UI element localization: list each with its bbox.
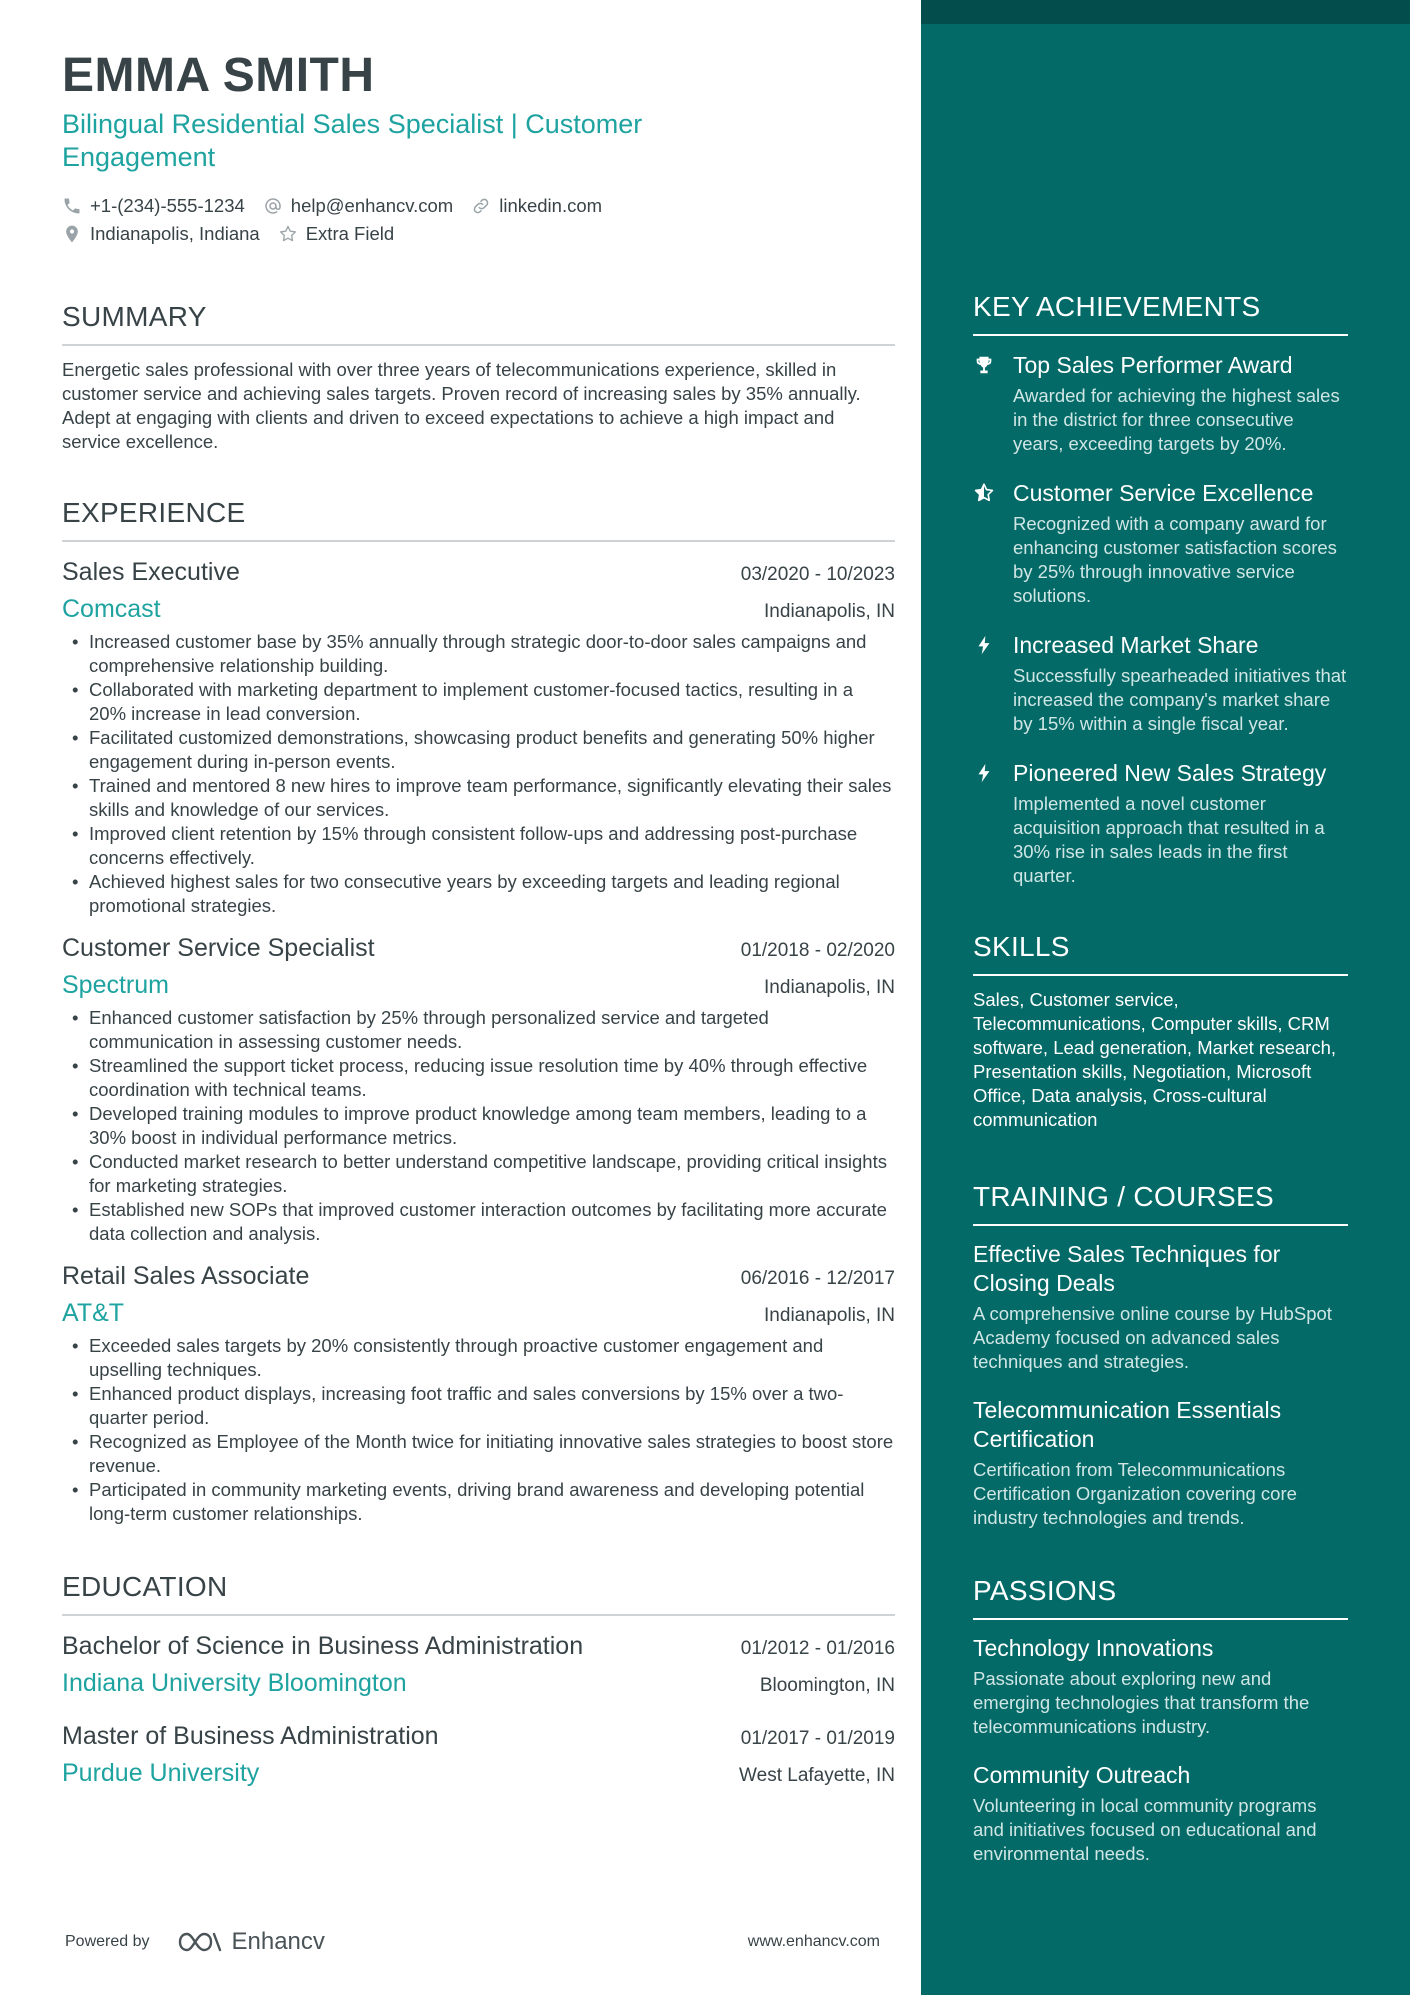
bullet-item: • Participated in community marketing events, driving brand awareness and developing potential long-term customer relationships. <box>62 1478 895 1526</box>
education-entry <box>62 1628 895 1700</box>
email-text: help@enhancv.com <box>290 195 454 216</box>
brand-name: Enhancv <box>231 1928 325 1955</box>
summary-title: SUMMARY <box>62 300 895 346</box>
lightning-icon <box>973 756 1003 888</box>
phone-text: +1-(234)-555-1234 <box>90 195 245 216</box>
school-name: Indiana University Bloomington <box>62 1669 407 1697</box>
job-location: Indianapolis, IN <box>764 977 895 998</box>
powered-by-label: Powered by <box>65 1933 150 1950</box>
achievements-section <box>973 290 1348 888</box>
skills-section <box>973 930 1348 1132</box>
achievement-title: Pioneered New Sales Strategy <box>1013 760 1327 786</box>
school-location: West Lafayette, IN <box>739 1765 895 1786</box>
bullet-item: • Enhanced customer satisfaction by 25% through personalized service and targeted communication in assessing customer needs. <box>62 1006 895 1054</box>
lightning-icon <box>973 628 1003 736</box>
job-title: Sales Executive <box>62 558 240 586</box>
contact-extra <box>278 223 394 245</box>
footer <box>65 1928 880 1956</box>
school-name: Purdue University <box>62 1759 260 1787</box>
job-date: 01/2018 - 02/2020 <box>740 940 895 961</box>
passions-title: PASSIONS <box>973 1574 1348 1620</box>
course-desc: Certification from Telecommunications Certification Organization covering core industry technologies and trends. <box>973 1459 1297 1528</box>
at-icon <box>263 196 283 216</box>
experience-section <box>62 496 895 1526</box>
contact-location <box>62 223 260 245</box>
contact-info <box>62 192 895 248</box>
skills-text: Sales, Customer service, Telecommunications, Computer skills, CRM software, Lead generation, Market research, Presentation skills, Negotiation, Microsoft Office, Data analysis, Cross-cultural communication <box>973 989 1336 1130</box>
job-location: Indianapolis, IN <box>764 1305 895 1326</box>
course-title: Effective Sales Techniques for Closing Deals <box>973 1241 1281 1296</box>
summary-text: Energetic sales professional with over three years of telecommunications experience, skilled in customer service and achieving sales targets. Proven record of increasing sales by 35% annually. Adept at engaging with clients and driven to exceed expectations to achieve a high impact and service excellence. <box>62 359 861 452</box>
job-company: Comcast <box>62 595 161 623</box>
education-date: 01/2017 - 01/2019 <box>740 1728 895 1749</box>
passion-item <box>973 1761 1348 1866</box>
contact-email[interactable] <box>263 195 453 217</box>
candidate-name: EMMA SMITH <box>62 49 375 102</box>
star-half-icon <box>973 476 1003 608</box>
job-entry <box>62 554 895 918</box>
summary-section <box>62 300 895 454</box>
location-text: Indianapolis, Indiana <box>90 223 260 244</box>
job-bullets <box>62 1006 895 1246</box>
trophy-icon <box>973 348 1003 456</box>
bullet-item: • Enhanced product displays, increasing foot traffic and sales conversions by 15% over a two-quarter period. <box>62 1382 895 1430</box>
infinity-logo-icon <box>176 1929 224 1955</box>
bullet-item: • Exceeded sales targets by 20% consistently through proactive customer engagement and upselling techniques. <box>62 1334 895 1382</box>
job-entry <box>62 1258 895 1526</box>
bullet-item: • Collaborated with marketing department to implement customer-focused tactics, resulting in a 20% increase in lead conversion. <box>62 678 895 726</box>
achievements-title: KEY ACHIEVEMENTS <box>973 290 1348 336</box>
bullet-item: • Recognized as Employee of the Month twice for initiating innovative sales strategies to boost store revenue. <box>62 1430 895 1478</box>
achievement-desc: Successfully spearheaded initiatives that increased the company's market share by 15% within a single fiscal year. <box>1013 665 1347 734</box>
degree-title: Bachelor of Science in Business Administration <box>62 1632 584 1660</box>
course-desc: A comprehensive online course by HubSpot Academy focused on advanced sales techniques and strategies. <box>973 1303 1332 1372</box>
education-section <box>62 1570 895 1790</box>
job-entry <box>62 930 895 1246</box>
bullet-item: • Trained and mentored 8 new hires to improve team performance, significantly elevating their sales skills and knowledge of our services. <box>62 774 895 822</box>
skills-title: SKILLS <box>973 930 1348 976</box>
link-icon <box>471 196 491 216</box>
achievement-item <box>973 756 1348 888</box>
contact-phone[interactable] <box>62 195 245 217</box>
experience-title: EXPERIENCE <box>62 496 895 542</box>
job-company: Spectrum <box>62 971 169 999</box>
achievement-item <box>973 476 1348 608</box>
achievement-desc: Recognized with a company award for enhancing customer satisfaction scores by 25% through innovative service solutions. <box>1013 513 1337 606</box>
candidate-headline: Bilingual Residential Sales Specialist | Customer Engagement <box>62 109 643 172</box>
footer-url[interactable]: www.enhancv.com <box>747 1933 880 1950</box>
passion-title: Community Outreach <box>973 1762 1191 1788</box>
job-bullets <box>62 1334 895 1526</box>
passions-section <box>973 1574 1348 1866</box>
job-date: 03/2020 - 10/2023 <box>740 564 895 585</box>
star-icon <box>278 224 298 244</box>
passion-item <box>973 1634 1348 1739</box>
course-item <box>973 1240 1348 1374</box>
contact-link[interactable] <box>471 195 602 217</box>
bullet-item: • Conducted market research to better understand competitive landscape, providing critical insights for marketing strategies. <box>62 1150 895 1198</box>
training-title: TRAINING / COURSES <box>973 1180 1348 1226</box>
bullet-item: • Established new SOPs that improved customer interaction outcomes by facilitating more accurate data collection and analysis. <box>62 1198 895 1246</box>
education-title: EDUCATION <box>62 1570 895 1616</box>
job-bullets <box>62 630 895 918</box>
phone-icon <box>62 196 82 216</box>
passion-desc: Passionate about exploring new and emerging technologies that transform the telecommunications industry. <box>973 1668 1310 1737</box>
achievement-title: Top Sales Performer Award <box>1013 352 1293 378</box>
job-company: AT&T <box>62 1299 125 1327</box>
bullet-item: • Improved client retention by 15% through consistent follow-ups and addressing post-purchase concerns effectively. <box>62 822 895 870</box>
course-title: Telecommunication Essentials Certification <box>973 1397 1282 1452</box>
link-text: linkedin.com <box>499 195 603 216</box>
achievement-desc: Implemented a novel customer acquisition approach that resulted in a 30% rise in sales leads in the first quarter. <box>1013 793 1325 886</box>
achievement-title: Customer Service Excellence <box>1013 480 1314 506</box>
extra-text: Extra Field <box>305 223 395 244</box>
education-entry <box>62 1718 895 1790</box>
bullet-item: • Facilitated customized demonstrations, showcasing product benefits and generating 50% higher engagement during in-person events. <box>62 726 895 774</box>
passion-desc: Volunteering in local community programs and initiatives focused on educational and environmental needs. <box>973 1795 1317 1864</box>
bullet-item: • Streamlined the support ticket process, reducing issue resolution time by 40% through effective coordination with technical teams. <box>62 1054 895 1102</box>
job-location: Indianapolis, IN <box>764 601 895 622</box>
course-item <box>973 1396 1348 1530</box>
enhancv-logo[interactable] <box>176 1928 325 1956</box>
job-title: Retail Sales Associate <box>62 1262 310 1290</box>
achievement-title: Increased Market Share <box>1013 632 1259 658</box>
job-date: 06/2016 - 12/2017 <box>740 1268 895 1289</box>
bullet-item: • Developed training modules to improve product knowledge among team members, leading to a 30% boost in individual performance metrics. <box>62 1102 895 1150</box>
achievement-desc: Awarded for achieving the highest sales in the district for three consecutive years, exceeding targets by 20%. <box>1013 385 1340 454</box>
achievement-item <box>973 348 1348 456</box>
location-pin-icon <box>62 224 82 244</box>
training-section <box>973 1180 1348 1530</box>
school-location: Bloomington, IN <box>759 1675 895 1696</box>
degree-title: Master of Business Administration <box>62 1722 439 1750</box>
bullet-item: • Increased customer base by 35% annually through strategic door-to-door sales campaigns and comprehensive relationship building. <box>62 630 895 678</box>
job-title: Customer Service Specialist <box>62 934 375 962</box>
sidebar-column <box>921 0 1410 1995</box>
sidebar-top-band <box>921 0 1410 24</box>
education-date: 01/2012 - 01/2016 <box>740 1638 895 1659</box>
bullet-item: • Achieved highest sales for two consecutive years by exceeding targets and leading regional promotional strategies. <box>62 870 895 918</box>
passion-title: Technology Innovations <box>973 1635 1214 1661</box>
achievement-item <box>973 628 1348 736</box>
